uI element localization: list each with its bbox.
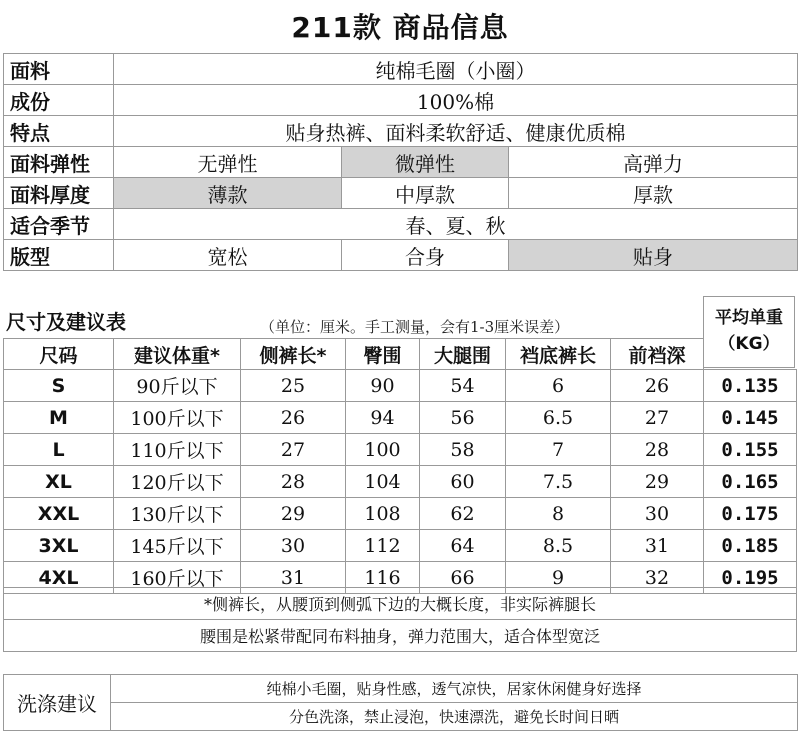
fabric-label: 面料 [4,54,114,85]
cell-front-rise: 32 [611,562,704,594]
weight-header [703,296,795,368]
thickness-option: 中厚款 [342,178,509,209]
cell-avg-weight: 0.185 [704,530,797,562]
cell-avg-weight: 0.165 [704,466,797,498]
cell-weight: 145斤以下 [114,530,241,562]
thickness-option: 厚款 [509,178,798,209]
cell-side-length: 26 [241,402,346,434]
cell-hip: 90 [346,370,420,402]
cell-size: M [4,402,114,434]
info-row-elasticity [4,147,798,178]
info-row-fit [4,240,798,271]
elasticity-label: 面料弹性 [4,147,114,178]
page-title: 211款 商品信息 [291,11,509,44]
thickness-label: 面料厚度 [4,178,114,209]
cell-avg-weight: 0.145 [704,402,797,434]
size-note-line: 腰围是松紧带配同布料抽身，弹力范围大，适合体型宽泛 [4,620,797,652]
cell-size: XXL [4,498,114,530]
composition-value: 100%棉 [114,85,798,116]
composition-label: 成份 [4,85,114,116]
size-notes-table [3,587,797,652]
season-value: 春、夏、秋 [114,209,798,240]
cell-crotch-length: 7 [506,434,611,466]
cell-hip: 108 [346,498,420,530]
features-value: 贴身热裤、面料柔软舒适、健康优质棉 [114,116,798,147]
cell-front-rise: 30 [611,498,704,530]
cell-hip: 104 [346,466,420,498]
cell-crotch-length: 6.5 [506,402,611,434]
info-row-features [4,116,798,147]
cell-weight: 90斤以下 [114,370,241,402]
cell-hip: 100 [346,434,420,466]
cell-crotch-length: 8.5 [506,530,611,562]
size-header-row [4,339,704,370]
cell-weight: 110斤以下 [114,434,241,466]
fabric-value: 纯棉毛圈（小圈） [114,54,798,85]
wash-row [4,675,798,703]
cell-size: 3XL [4,530,114,562]
header-crotch-length: 裆底裤长 [506,339,611,370]
info-row-season [4,209,798,240]
cell-avg-weight: 0.195 [704,562,797,594]
weight-row [704,370,797,402]
elasticity-option: 无弹性 [114,147,342,178]
wash-table [3,674,798,731]
info-row-composition [4,85,798,116]
cell-size: 4XL [4,562,114,594]
info-row-thickness [4,178,798,209]
elasticity-option: 高弹力 [509,147,798,178]
cell-weight: 120斤以下 [114,466,241,498]
cell-size: XL [4,466,114,498]
size-note-line: *侧裤长，从腰顶到侧弧下边的大概长度，非实际裤腿长 [4,588,797,620]
size-row [4,466,704,498]
cell-front-rise: 31 [611,530,704,562]
cell-front-rise: 29 [611,466,704,498]
header-hip: 臀围 [346,339,420,370]
wash-line: 分色洗涤，禁止浸泡，快速漂洗，避免长时间日晒 [111,703,798,731]
weight-row [704,530,797,562]
cell-side-length: 27 [241,434,346,466]
cell-size: S [4,370,114,402]
note-row [4,620,797,652]
cell-avg-weight: 0.155 [704,434,797,466]
thickness-option: 薄款 [114,178,342,209]
cell-side-length: 28 [241,466,346,498]
wash-line: 纯棉小毛圈，贴身性感，透气凉快，居家休闲健身好选择 [111,675,798,703]
cell-thigh: 64 [420,530,506,562]
features-label: 特点 [4,116,114,147]
cell-thigh: 56 [420,402,506,434]
cell-crotch-length: 9 [506,562,611,594]
cell-avg-weight: 0.175 [704,498,797,530]
cell-front-rise: 28 [611,434,704,466]
cell-side-length: 31 [241,562,346,594]
cell-thigh: 62 [420,498,506,530]
cell-side-length: 30 [241,530,346,562]
cell-thigh: 66 [420,562,506,594]
cell-crotch-length: 8 [506,498,611,530]
weight-row [704,402,797,434]
cell-weight: 100斤以下 [114,402,241,434]
wash-label: 洗涤建议 [4,675,111,731]
weight-header-title: 平均单重 [715,308,783,328]
weight-row [704,498,797,530]
header-front-rise: 前裆深 [611,339,704,370]
cell-thigh: 54 [420,370,506,402]
cell-avg-weight: 0.135 [704,370,797,402]
header-side-length: 侧裤长* [241,339,346,370]
cell-weight: 160斤以下 [114,562,241,594]
fit-label: 版型 [4,240,114,271]
cell-crotch-length: 6 [506,370,611,402]
cell-thigh: 60 [420,466,506,498]
cell-hip: 116 [346,562,420,594]
cell-side-length: 29 [241,498,346,530]
cell-hip: 112 [346,530,420,562]
size-row [4,402,704,434]
cell-hip: 94 [346,402,420,434]
cell-size: L [4,434,114,466]
header-size: 尺码 [4,339,114,370]
weight-row [704,466,797,498]
wash-row [4,703,798,731]
season-label: 适合季节 [4,209,114,240]
weight-header-unit: （KG） [718,334,780,354]
cell-front-rise: 26 [611,370,704,402]
fit-option: 宽松 [114,240,342,271]
header-weight: 建议体重* [114,339,241,370]
product-info-table [3,53,798,271]
header-thigh: 大腿围 [420,339,506,370]
fit-option: 贴身 [509,240,798,271]
weight-row [704,434,797,466]
cell-weight: 130斤以下 [114,498,241,530]
cell-front-rise: 27 [611,402,704,434]
size-row [4,434,704,466]
size-row [4,370,704,402]
cell-crotch-length: 7.5 [506,466,611,498]
info-row-fabric [4,54,798,85]
size-row [4,498,704,530]
cell-side-length: 25 [241,370,346,402]
size-chart-note: （单位：厘米。手工测量，会有1-3厘米误差） [260,318,570,336]
size-row [4,530,704,562]
cell-thigh: 58 [420,434,506,466]
weight-table [703,369,797,594]
note-row [4,588,797,620]
size-chart-title: 尺寸及建议表 [6,310,126,334]
elasticity-option: 微弹性 [342,147,509,178]
fit-option: 合身 [342,240,509,271]
size-chart-table [3,338,704,594]
